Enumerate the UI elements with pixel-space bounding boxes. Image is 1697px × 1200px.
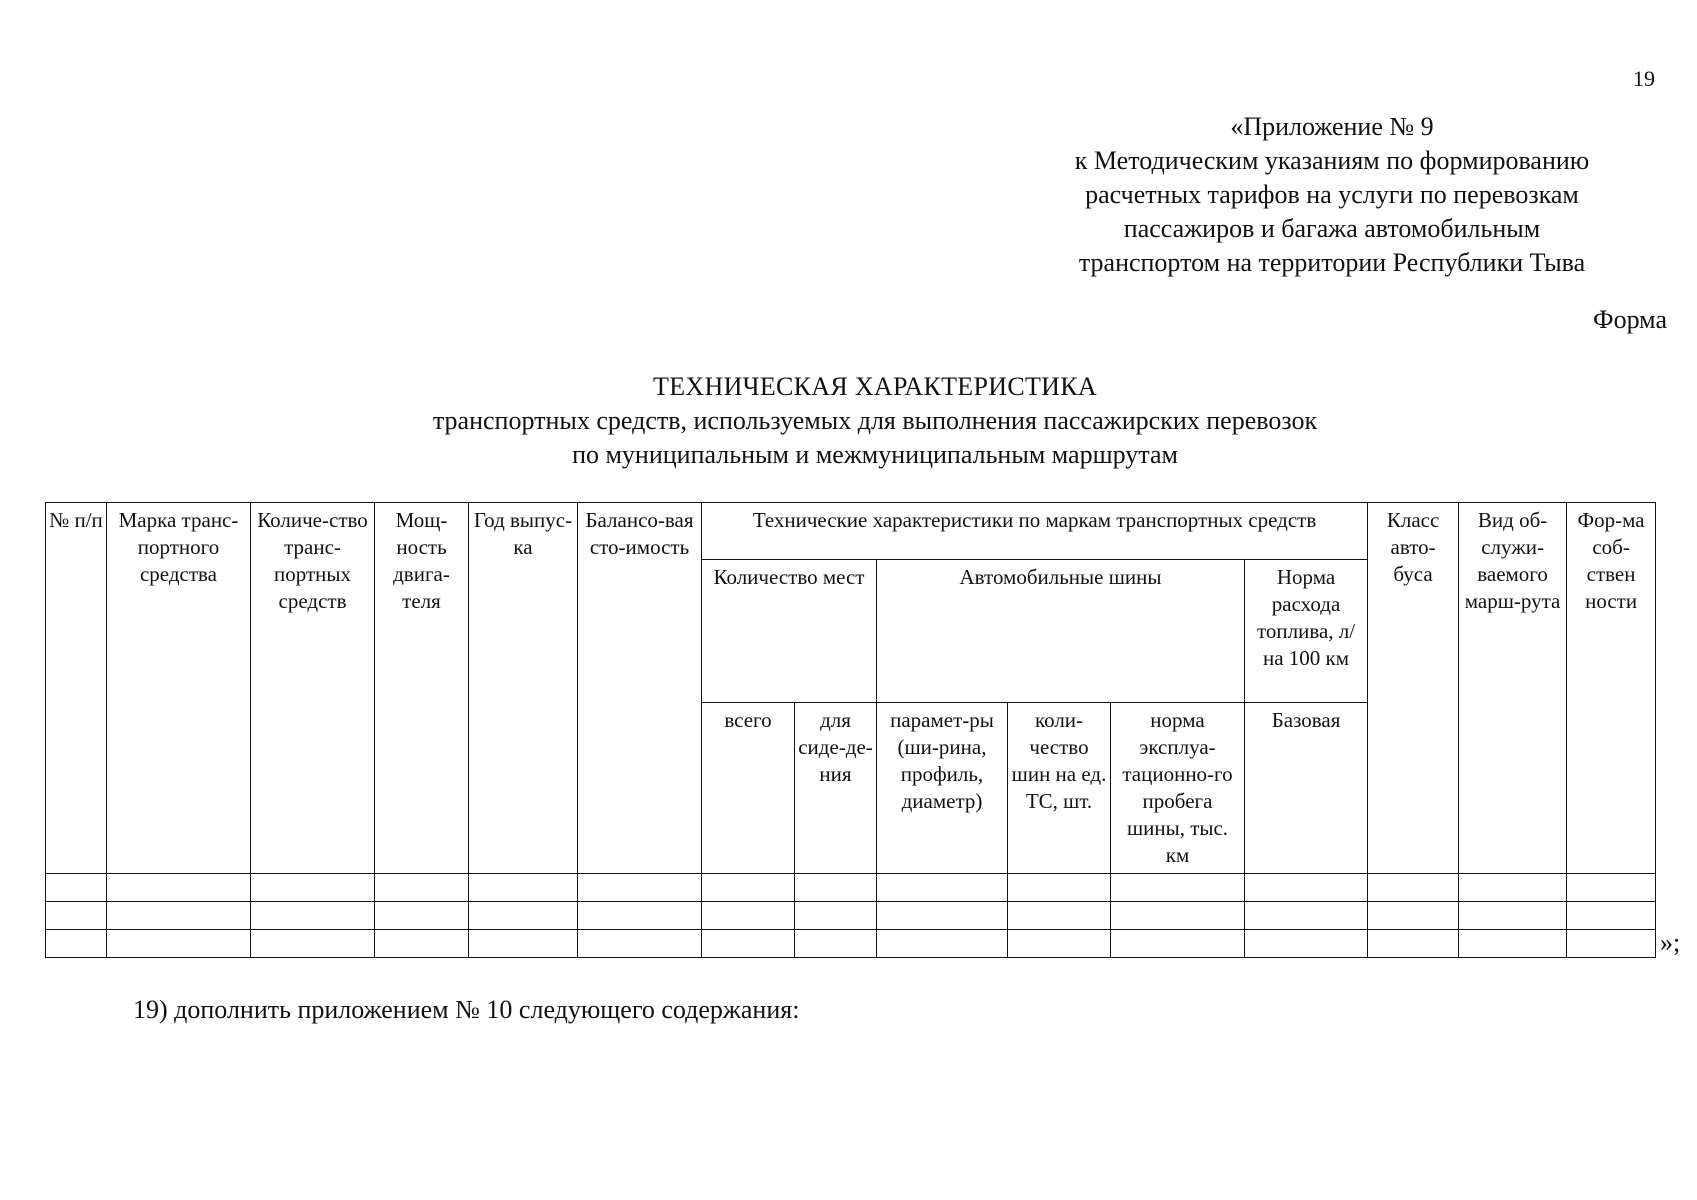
header-ownership: Фор-ма соб-ствен ности bbox=[1567, 503, 1656, 874]
table-row bbox=[46, 902, 1656, 930]
header-tech-group: Технические характеристики по маркам транспортных средств bbox=[702, 503, 1368, 560]
header-tire-params: парамет-ры (ши-рина, профиль, диаметр) bbox=[877, 703, 1008, 874]
page-number: 19 bbox=[1633, 66, 1655, 91]
appendix-line: транспортом на территории Республики Тыва bbox=[1078, 248, 1586, 277]
table-row bbox=[46, 874, 1656, 902]
header-tire-count: коли-чество шин на ед. ТС, шт. bbox=[1008, 703, 1111, 874]
document-title bbox=[0, 370, 1697, 472]
header-fuel-rate: Норма расхода топлива, л/на 100 км bbox=[1245, 560, 1368, 703]
header-fuel-base: Базовая bbox=[1245, 703, 1368, 874]
table-header-row bbox=[46, 503, 1656, 560]
table-row bbox=[46, 930, 1656, 958]
header-year: Год выпус-ка bbox=[469, 503, 578, 874]
form-label: Форма bbox=[1593, 305, 1667, 334]
header-tires: Автомобильные шины bbox=[877, 560, 1245, 703]
header-num: № п/п bbox=[46, 503, 107, 874]
closing-quote: »; bbox=[1660, 928, 1681, 957]
header-brand: Марка транс-портного средства bbox=[107, 503, 251, 874]
appendix-line: «Приложение № 9 bbox=[1230, 112, 1434, 141]
spec-table bbox=[45, 502, 1656, 958]
header-seats-sitting: для сиде-де-ния bbox=[795, 703, 877, 874]
header-seats-total: всего bbox=[702, 703, 795, 874]
header-balance-cost: Балансо-вая сто-имость bbox=[578, 503, 702, 874]
header-power: Мощ-ность двига-теля bbox=[375, 503, 469, 874]
title-subtitle: по муниципальным и межмуниципальным маршрутам bbox=[572, 440, 1178, 469]
appendix-header bbox=[1022, 110, 1642, 280]
header-tire-mileage: норма эксплуа-тационно-го пробега шины, тыс. км bbox=[1111, 703, 1245, 874]
appendix-line: к Методическим указаниям по формированию bbox=[1074, 146, 1590, 175]
header-quantity: Количе-ство транс-портных средств bbox=[251, 503, 375, 874]
instruction-text: 19) дополнить приложением № 10 следующего содержания: bbox=[133, 995, 800, 1024]
header-bus-class: Класс авто-буса bbox=[1368, 503, 1459, 874]
header-route-type: Вид об-служи-ваемого марш-рута bbox=[1459, 503, 1567, 874]
header-seats: Количество мест bbox=[702, 560, 877, 703]
title-main: ТЕХНИЧЕСКАЯ ХАРАКТЕРИСТИКА bbox=[653, 372, 1097, 401]
appendix-line: пассажиров и багажа автомобильным bbox=[1123, 214, 1541, 243]
appendix-line: расчетных тарифов на услуги по перевозкам bbox=[1085, 180, 1579, 209]
title-subtitle: транспортных средств, используемых для выполнения пассажирских перевозок bbox=[432, 406, 1318, 435]
